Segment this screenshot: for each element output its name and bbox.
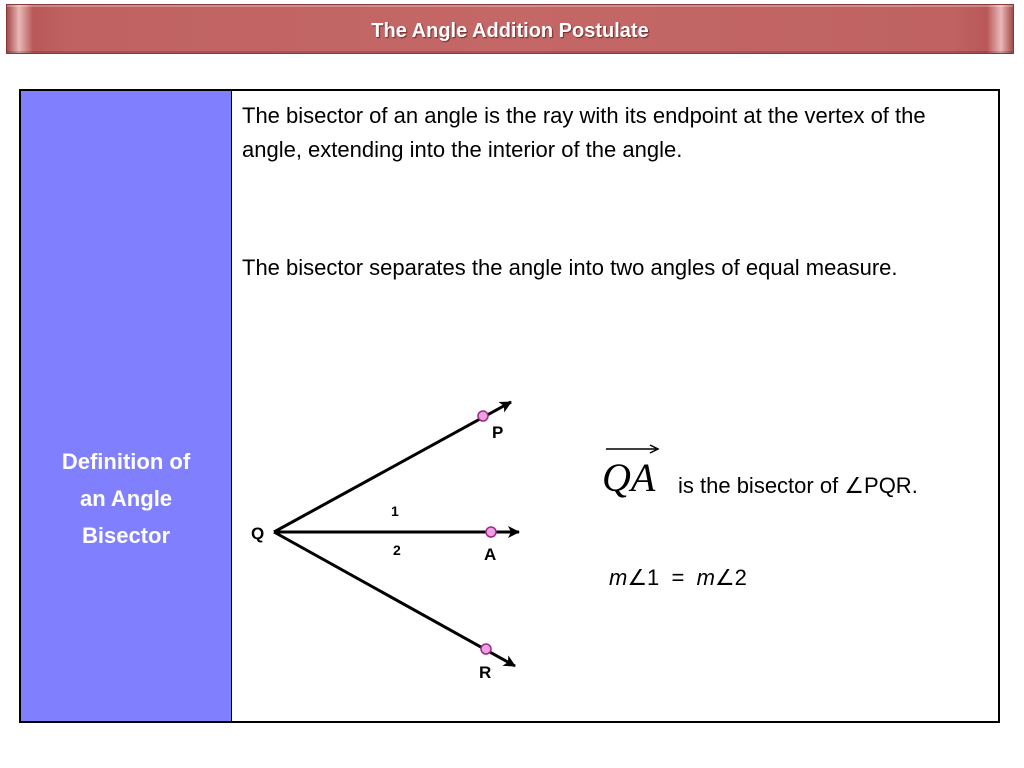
point-r-marker [481, 644, 491, 654]
equal-measure-equation [609, 565, 747, 591]
definition-paragraph-1: The bisector of an angle is the ray with its endpoint at the vertex of the angle, extending into the interior of the angle. [242, 103, 926, 162]
point-p-marker [478, 411, 488, 421]
angle-2-symbol: ∠2 [714, 565, 747, 590]
angle-1-label: 1 [391, 503, 399, 519]
term-label [21, 443, 231, 554]
term-line-3: Bisector [81, 523, 171, 548]
definition-table [19, 89, 1000, 723]
bisector-statement-text: is the bisector of ∠PQR. [678, 473, 918, 498]
angle-bisector-diagram [232, 91, 1009, 721]
angle-2-label: 2 [393, 542, 401, 558]
term-line-2: an Angle [79, 486, 173, 511]
slide-title: The Angle Addition Postulate [371, 20, 649, 42]
point-p-label: P [492, 423, 504, 442]
title-banner [6, 4, 1014, 54]
ray-arrow-icon [604, 443, 662, 455]
term-line-1: Definition of [61, 449, 191, 474]
equals-sign: = [659, 565, 697, 590]
measure-symbol-1: m [609, 565, 628, 590]
angle-1-symbol: ∠1 [627, 565, 660, 590]
definition-paragraph-2: The bisector separates the angle into two angles of equal measure. [242, 255, 898, 280]
ray-qa-name: QA [602, 455, 656, 500]
point-a-marker [486, 527, 496, 537]
term-cell [21, 91, 232, 721]
point-r-label: R [479, 663, 492, 682]
point-a-label: A [484, 545, 497, 564]
measure-symbol-2: m [696, 565, 715, 590]
point-q-label: Q [251, 524, 265, 543]
definition-cell [232, 91, 998, 721]
